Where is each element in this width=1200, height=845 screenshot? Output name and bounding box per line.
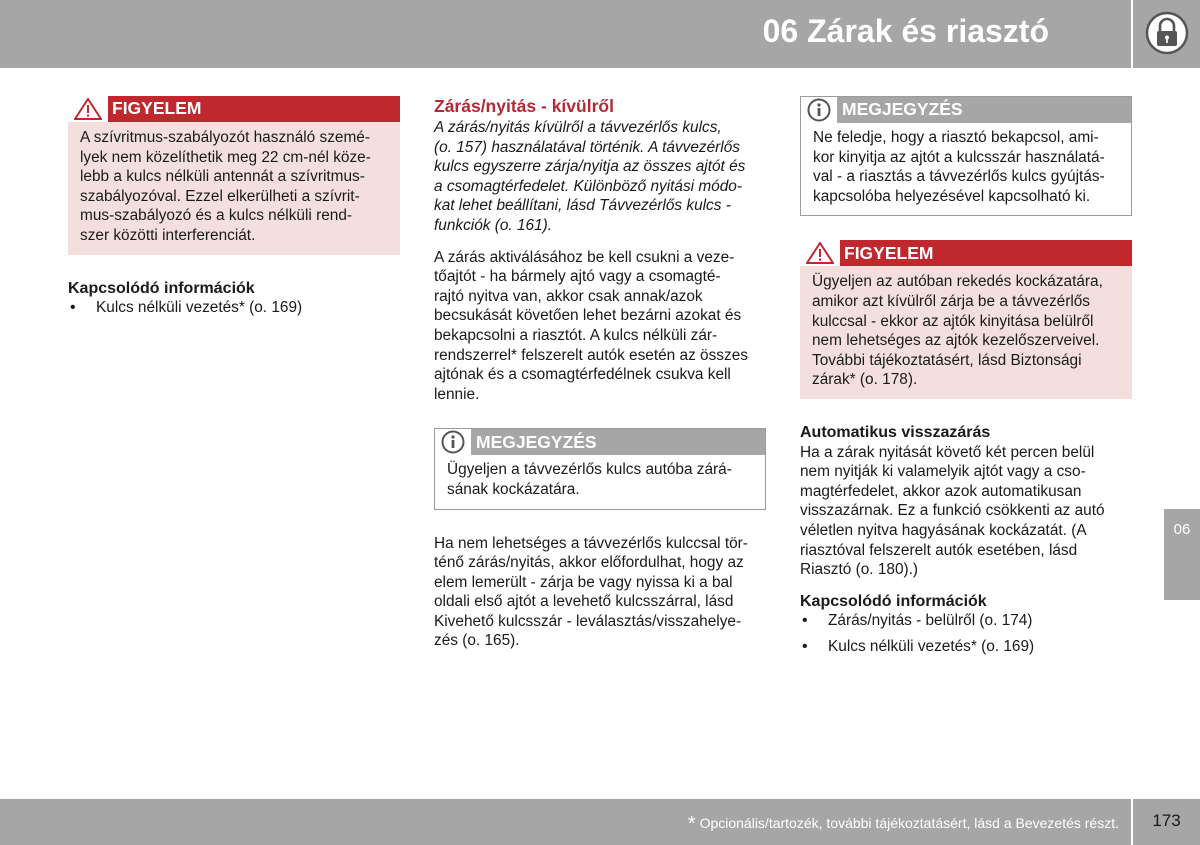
text-line: (o. 157) használatával történik. A távvezérlős bbox=[434, 138, 740, 156]
warning-text bbox=[800, 266, 1132, 399]
text-line: tőajtót - ha bármely ajtó vagy a csomagté- bbox=[434, 268, 721, 286]
text-line: amikor azt kívülről zárja be a távvezérlős bbox=[812, 292, 1090, 310]
text-line: kor kinyitja az ajtót a kulcsszár használatá- bbox=[813, 148, 1105, 166]
note-title: MEGJEGYZÉS bbox=[842, 99, 963, 120]
info-icon bbox=[435, 429, 471, 455]
text-line: Ha a zárak nyitását követő két percen belül bbox=[800, 443, 1095, 461]
text-line: sának kockázatára. bbox=[447, 480, 580, 498]
warning-title: FIGYELEM bbox=[112, 98, 202, 119]
text-line: Ügyeljen az autóban rekedés kockázatára, bbox=[812, 273, 1103, 291]
related-info-list bbox=[68, 298, 400, 318]
text-line: riasztóval felszerelt autók esetében, lásd bbox=[800, 541, 1078, 559]
text-line: funkciók (o. 161). bbox=[434, 216, 553, 234]
warning-triangle-icon bbox=[800, 240, 840, 266]
related-info-heading: Kapcsolódó információk bbox=[68, 279, 255, 297]
text-line: Ne feledje, hogy a riasztó bekapcsol, ami- bbox=[813, 129, 1099, 146]
text-line: val - a riasztás a távvezérlős kulcs gyújtás- bbox=[813, 168, 1105, 186]
text-line: lennie. bbox=[434, 385, 480, 403]
text-line: ajtónak és a csomagtérfedélnek csukva kell bbox=[434, 366, 731, 384]
lock-icon bbox=[1145, 11, 1189, 55]
paragraph bbox=[434, 534, 766, 652]
text-line: kulccsal - ekkor az ajtók kinyitása belülről bbox=[812, 312, 1094, 330]
warning-header bbox=[68, 96, 400, 122]
text-line: Ügyeljen a távvezérlős kulcs autóba zárá- bbox=[447, 461, 732, 479]
text-line: szer közötti interferenciát. bbox=[80, 226, 256, 244]
text-line: A zárás aktiválásához be kell csukni a veze- bbox=[434, 248, 735, 266]
chapter-tab[interactable] bbox=[1164, 509, 1200, 600]
warning-box bbox=[68, 96, 400, 255]
related-link[interactable]: • Kulcs nélküli vezetés* (o. 169) bbox=[800, 637, 1132, 657]
text-line: lyek nem közelíthetik meg 22 cm-nél köze- bbox=[80, 148, 371, 166]
related-link[interactable]: • Kulcs nélküli vezetés* (o. 169) bbox=[68, 298, 400, 318]
text-line: Riasztó (o. 180).) bbox=[800, 561, 919, 579]
column-2 bbox=[434, 96, 766, 663]
text-line: ténő zárás/nyitás, akkor előfordulhat, hogy az bbox=[434, 554, 744, 572]
text-line: kulcs egyszerre zárja/nyitja az összes ajtót és bbox=[434, 158, 746, 176]
warning-title: FIGYELEM bbox=[844, 242, 934, 263]
footnote-star: * bbox=[687, 813, 696, 835]
info-icon bbox=[801, 97, 837, 123]
note-text bbox=[435, 455, 765, 508]
note-header bbox=[435, 429, 765, 455]
text-line: További tájékoztatásért, lásd Biztonsági bbox=[812, 351, 1082, 369]
text-line: zés (o. 165). bbox=[434, 632, 520, 650]
note-title: MEGJEGYZÉS bbox=[476, 431, 597, 452]
column-3 bbox=[800, 96, 1132, 658]
column-1 bbox=[68, 96, 400, 320]
note-header bbox=[801, 97, 1131, 123]
related-link[interactable]: • Zárás/nyitás - belülről (o. 174) bbox=[800, 611, 1132, 631]
chapter-tab-label: 06 bbox=[1173, 521, 1191, 538]
text-line: Kivehető kulcsszár - leválasztás/visszahelye- bbox=[434, 612, 742, 630]
note-box bbox=[434, 428, 766, 509]
paragraph bbox=[434, 248, 766, 405]
text-line: A zárás/nyitás kívülről a távvezérlős kulcs, bbox=[434, 119, 722, 136]
warning-triangle-icon bbox=[68, 96, 108, 122]
related-info-list bbox=[800, 611, 1132, 656]
text-line: mus-szabályozó és a kulcs nélküli rend- bbox=[80, 207, 353, 225]
warning-box bbox=[800, 240, 1132, 399]
chapter-title: 06 Zárak és riasztó bbox=[762, 13, 1049, 49]
text-line: lebb a kulcs nélküli antennát a szívritmus- bbox=[80, 168, 365, 186]
auto-relock-heading: Automatikus visszazárás bbox=[800, 423, 991, 441]
text-line: rendszerrel* felszerelt autók esetén az összes bbox=[434, 346, 748, 364]
warning-header bbox=[800, 240, 1132, 266]
intro-paragraph bbox=[434, 118, 766, 236]
text-line: rajtó nyitva van, akkor csak annak/azok bbox=[434, 287, 703, 305]
text-line: elem lemerült - zárja be vagy nyissa ki a bal bbox=[434, 573, 733, 591]
text-line: bekapcsolni a riasztót. A kulcs nélküli zár- bbox=[434, 326, 718, 344]
text-line: magtérfedelet, akkor azok automatikusan bbox=[800, 482, 1082, 500]
text-line: nem nyitják ki valamelyik ajtót vagy a cso- bbox=[800, 463, 1086, 481]
related-info-heading: Kapcsolódó információk bbox=[800, 592, 987, 610]
text-line: oldali első ajtót a levehető kulcsszárral, lásd bbox=[434, 593, 734, 611]
header-icon-box bbox=[1133, 0, 1200, 68]
warning-text bbox=[68, 122, 400, 255]
text-line: szabályozóval. Ezzel elkerülheti a szívrit- bbox=[80, 187, 360, 205]
text-line: A szívritmus-szabályozót használó szemé- bbox=[80, 129, 370, 146]
page-number: 173 bbox=[1152, 811, 1181, 830]
text-line: kapcsolóba helyezésével kapcsolható ki. bbox=[813, 187, 1091, 205]
text-line: nem lehetséges az ajtók kezelőszerveivel. bbox=[812, 332, 1100, 350]
text-line: zárak* (o. 178). bbox=[812, 371, 918, 389]
page-number-box bbox=[1133, 799, 1200, 845]
text-line: Ha nem lehetséges a távvezérlős kulccsal tör- bbox=[434, 534, 748, 552]
text-line: kat lehet beállítani, lásd Távvezérlős kulcs - bbox=[434, 197, 731, 215]
section-title: Zárás/nyitás - kívülről bbox=[434, 96, 614, 116]
paragraph bbox=[800, 443, 1132, 580]
footnote bbox=[688, 813, 1119, 836]
text-line: a csomagtérfedelet. Különböző nyitási módo- bbox=[434, 177, 742, 195]
page-footer bbox=[0, 799, 1131, 845]
text-line: visszazárnak. Ez a funkció csökkenti az autó bbox=[800, 502, 1105, 520]
note-box bbox=[800, 96, 1132, 216]
page-header bbox=[0, 0, 1131, 68]
note-text bbox=[801, 123, 1131, 215]
text-line: becsukását követően lehet bezárni azokat és bbox=[434, 307, 742, 325]
text-line: véletlen nyitva hagyásának kockázatát. (A bbox=[800, 521, 1087, 539]
footnote-text: Opcionális/tartozék, további tájékoztatásért, lásd a Bevezetés részt. bbox=[699, 815, 1119, 831]
